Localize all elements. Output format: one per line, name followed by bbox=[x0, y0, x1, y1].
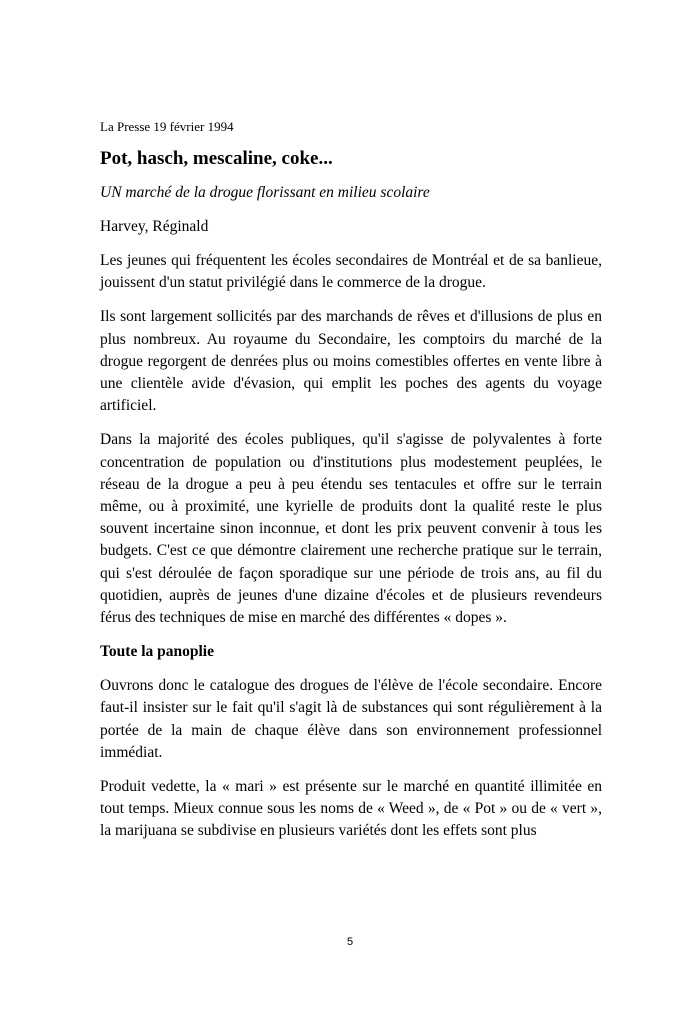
paragraph: Produit vedette, la « mari » est présente sur le marché en quantité illimitée en tout temps. Mieux connue sous les noms de « Weed », de « Pot » ou de « vert », la marijuana se subdivise en plusieurs variétés dont les effets sont plus bbox=[100, 778, 602, 840]
headline: Pot, hasch, mescaline, coke... bbox=[100, 148, 333, 169]
paragraph: Les jeunes qui fréquentent les écoles secondaires de Montréal et de sa banlieue, jouissent d'un statut privilégié dans le commerce de la drogue. bbox=[100, 252, 602, 292]
document-page bbox=[100, 118, 602, 855]
paragraph: Ouvrons donc le catalogue des drogues de l'élève de l'école secondaire. Encore faut-il insister sur le fait qu'il s'agit là de substances qui sont régulièrement à la portée de la main de chaque élève dans son environnement professionnel immédiat. bbox=[100, 677, 602, 761]
paragraph: Ils sont largement sollicités par des marchands de rêves et d'illusions de plus en plus nombreux. Au royaume du Secondaire, les comptoirs du marché de la drogue regorgent de denrées plus ou moins comestibles offertes en vente libre à une clientèle avide d'évasion, qui emplit les poches des agents du voyage artificiel. bbox=[100, 308, 602, 415]
page-number: 5 bbox=[346, 936, 354, 948]
author-name: Harvey, Réginald bbox=[100, 218, 209, 235]
subheadline: UN marché de la drogue florissant en milieu scolaire bbox=[100, 184, 430, 201]
section-title: Toute la panoplie bbox=[100, 643, 214, 661]
paragraph: Dans la majorité des écoles publiques, qu'il s'agisse de polyvalentes à forte concentration de population ou d'institutions plus modestement peuplées, le réseau de la drogue a peu à peu étendu ses tentacules et offre sur le terrain même, ou à proximité, une kyrielle de produits dont la qualité reste le plus souvent incertaine sinon inconnue, et dont les prix peuvent convenir à tous les budgets. C'est ce que démontre clairement une recherche pratique sur le terrain, qui s'est déroulée de façon sporadique sur une période de trois ans, au fil du quotidien, auprès de jeunes d'une dizaine d'écoles et de plusieurs revendeurs férus des techniques de mise en marché des différentes « dopes ». bbox=[100, 431, 602, 627]
source-line: La Presse 19 février 1994 bbox=[100, 119, 234, 134]
